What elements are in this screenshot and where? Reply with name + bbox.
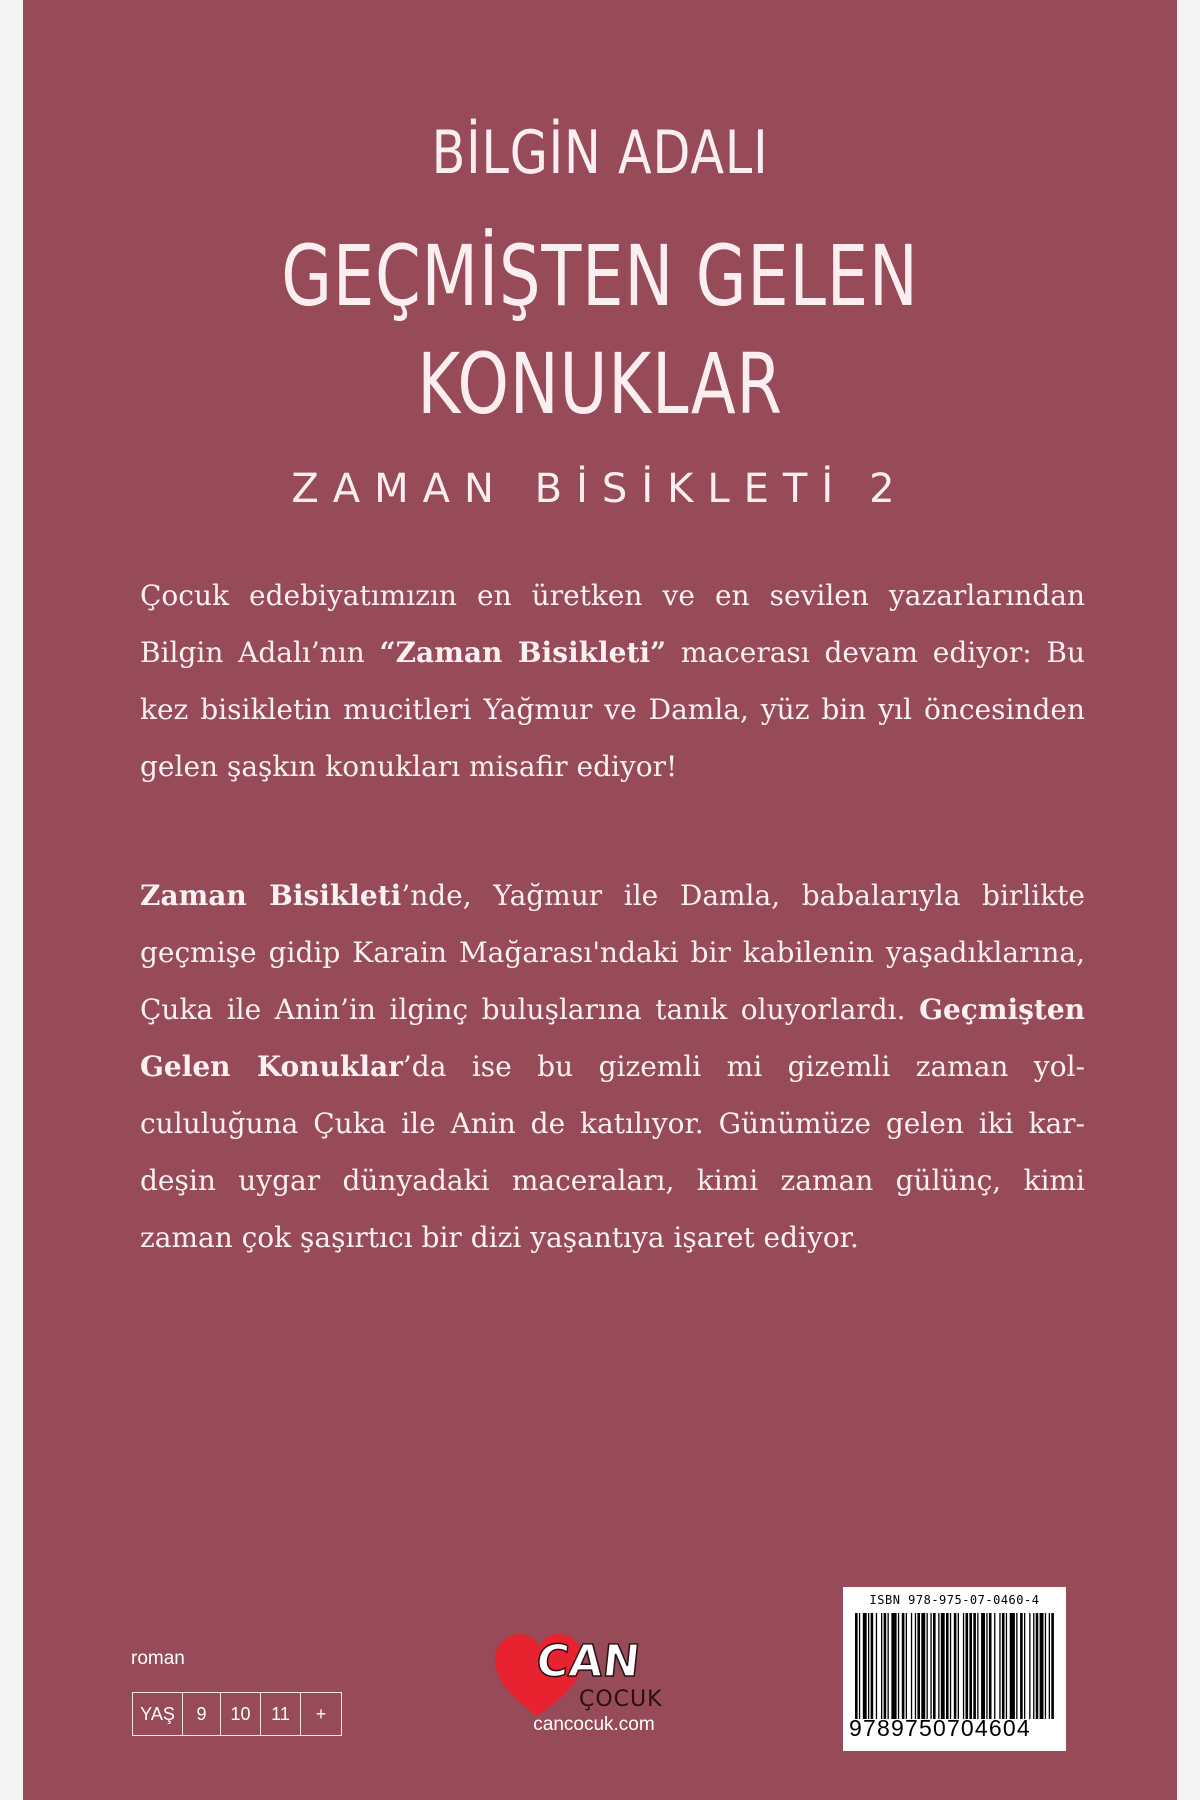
barcode-bar — [876, 1613, 877, 1719]
barcode-bar — [1049, 1613, 1050, 1719]
series-label — [23, 466, 1177, 512]
page-margin-right — [1177, 0, 1200, 1800]
barcode-bar — [1045, 1613, 1046, 1719]
age-cell: + — [315, 1703, 327, 1724]
barcode-bar — [930, 1613, 931, 1719]
age-cell-label: YAŞ — [133, 1693, 183, 1735]
barcode-bar — [911, 1613, 912, 1719]
barcode-bar — [989, 1613, 992, 1719]
publisher-logo — [493, 1620, 693, 1720]
blurb-emphasis: “Zaman Bisikleti” — [379, 636, 667, 669]
barcode-bar — [902, 1613, 905, 1719]
book-title-line-2: KONUKLAR — [417, 335, 783, 433]
series-number: 2 — [869, 466, 909, 512]
barcode-bar — [994, 1613, 995, 1719]
barcode-bar — [938, 1613, 939, 1719]
barcode-bar — [1036, 1613, 1039, 1719]
barcode-bar — [927, 1613, 928, 1719]
back-cover — [23, 0, 1177, 1800]
barcode-bar — [1029, 1613, 1030, 1719]
barcode-bar — [1006, 1613, 1007, 1719]
barcode-bar — [977, 1613, 978, 1719]
barcode-bar — [921, 1613, 925, 1719]
barcode-bar — [981, 1613, 985, 1719]
book-title — [150, 222, 1050, 438]
barcode-bar — [958, 1613, 959, 1719]
barcode — [843, 1587, 1066, 1751]
barcode-bar — [906, 1613, 907, 1719]
publisher-website: cancocuk.com — [533, 1714, 655, 1735]
barcode-bar — [917, 1613, 920, 1719]
book-title-line-1: GEÇMİŞTEN GELEN — [281, 227, 919, 325]
barcode-bar — [963, 1613, 964, 1719]
barcode-bar — [859, 1613, 860, 1719]
blurb-text: ’da ise bu gizemli mi gizemli zaman yolcululuğuna Çuka ile Anin de katılıyor. Günümüze gelen iki kardeşin uygar dünyadaki maceraları, kimi zaman gülünç, kimi zaman çok şaşırtıcı bir dizi yaşantıya işaret ediyor. — [140, 1050, 1085, 1254]
blurb-text: ’nde, Yağmur ile Damla, babalarıyla birlikte geçmişe gidip Karain Mağarası'ndaki bir kabilenin yaşadıklarına, Çuka ile Anin’in ilginç buluşlarına tanık oluyorlardı. — [140, 879, 1085, 1026]
barcode-bar — [884, 1613, 887, 1719]
age-cell: 11 — [261, 1693, 301, 1735]
isbn-text: ISBN 978-975-07-0460-4 — [869, 1593, 1040, 1607]
barcode-bar — [1020, 1613, 1023, 1719]
barcode-bar — [933, 1613, 936, 1719]
barcode-bar — [1010, 1613, 1015, 1719]
series-name: ZAMAN BİSİKLETİ — [291, 466, 848, 512]
barcode-bar — [915, 1613, 916, 1719]
barcode-bar — [1002, 1613, 1005, 1719]
logo-cocuk-text: ÇOCUK — [579, 1687, 663, 1712]
author-name: BİLGİN ADALI — [431, 118, 769, 188]
age-cell: 10 — [221, 1693, 261, 1735]
barcode-bar — [941, 1613, 945, 1719]
barcode-bar — [855, 1613, 858, 1719]
blurb-text: Çocuk edebiyatımızın en üretken ve en sevilen yazarlarından Bilgin Adalı’nın — [140, 579, 1085, 669]
blurb-emphasis: Zaman Bisikleti — [140, 879, 402, 912]
barcode-bar — [1033, 1613, 1034, 1719]
barcode-bar — [950, 1613, 951, 1719]
page-margin-left — [0, 0, 23, 1800]
barcode-bar — [999, 1613, 1000, 1719]
barcode-bar — [898, 1613, 899, 1719]
barcode-bar — [1024, 1613, 1025, 1719]
barcode-bar — [888, 1613, 889, 1719]
barcode-bar — [881, 1613, 882, 1719]
barcode-bar — [1016, 1613, 1017, 1719]
barcode-bar — [891, 1613, 896, 1719]
logo-can-text: CAN — [533, 1636, 643, 1687]
barcode-bars — [853, 1613, 1056, 1719]
barcode-bar — [973, 1613, 976, 1719]
barcode-bar — [946, 1613, 949, 1719]
genre-label: roman — [131, 1648, 185, 1669]
blurb-paragraph-2 — [140, 867, 1085, 1266]
barcode-bar — [986, 1613, 987, 1719]
age-range-table — [132, 1692, 342, 1736]
barcode-bar — [1040, 1613, 1044, 1719]
barcode-bar — [868, 1613, 869, 1719]
barcode-bar — [969, 1613, 972, 1719]
barcode-bar — [966, 1613, 969, 1719]
barcode-bar — [1051, 1613, 1054, 1719]
blurb-paragraph-1 — [140, 567, 1085, 795]
blurb-emphasis: Geçmişten Gelen Konuklar — [140, 993, 1085, 1083]
blurb-text: macerası devam ediyor: Bu kez bisikletin mucitleri Yağmur ve Damla, yüz bin yıl öncesinden gelen şaşkın konukları misafir ediyor! — [140, 636, 1086, 783]
barcode-bar — [954, 1613, 957, 1719]
barcode-number: 9789750704604 — [849, 1715, 1031, 1741]
barcode-bar — [871, 1613, 874, 1719]
barcode-bar — [863, 1613, 867, 1719]
age-cell: 9 — [183, 1693, 221, 1735]
